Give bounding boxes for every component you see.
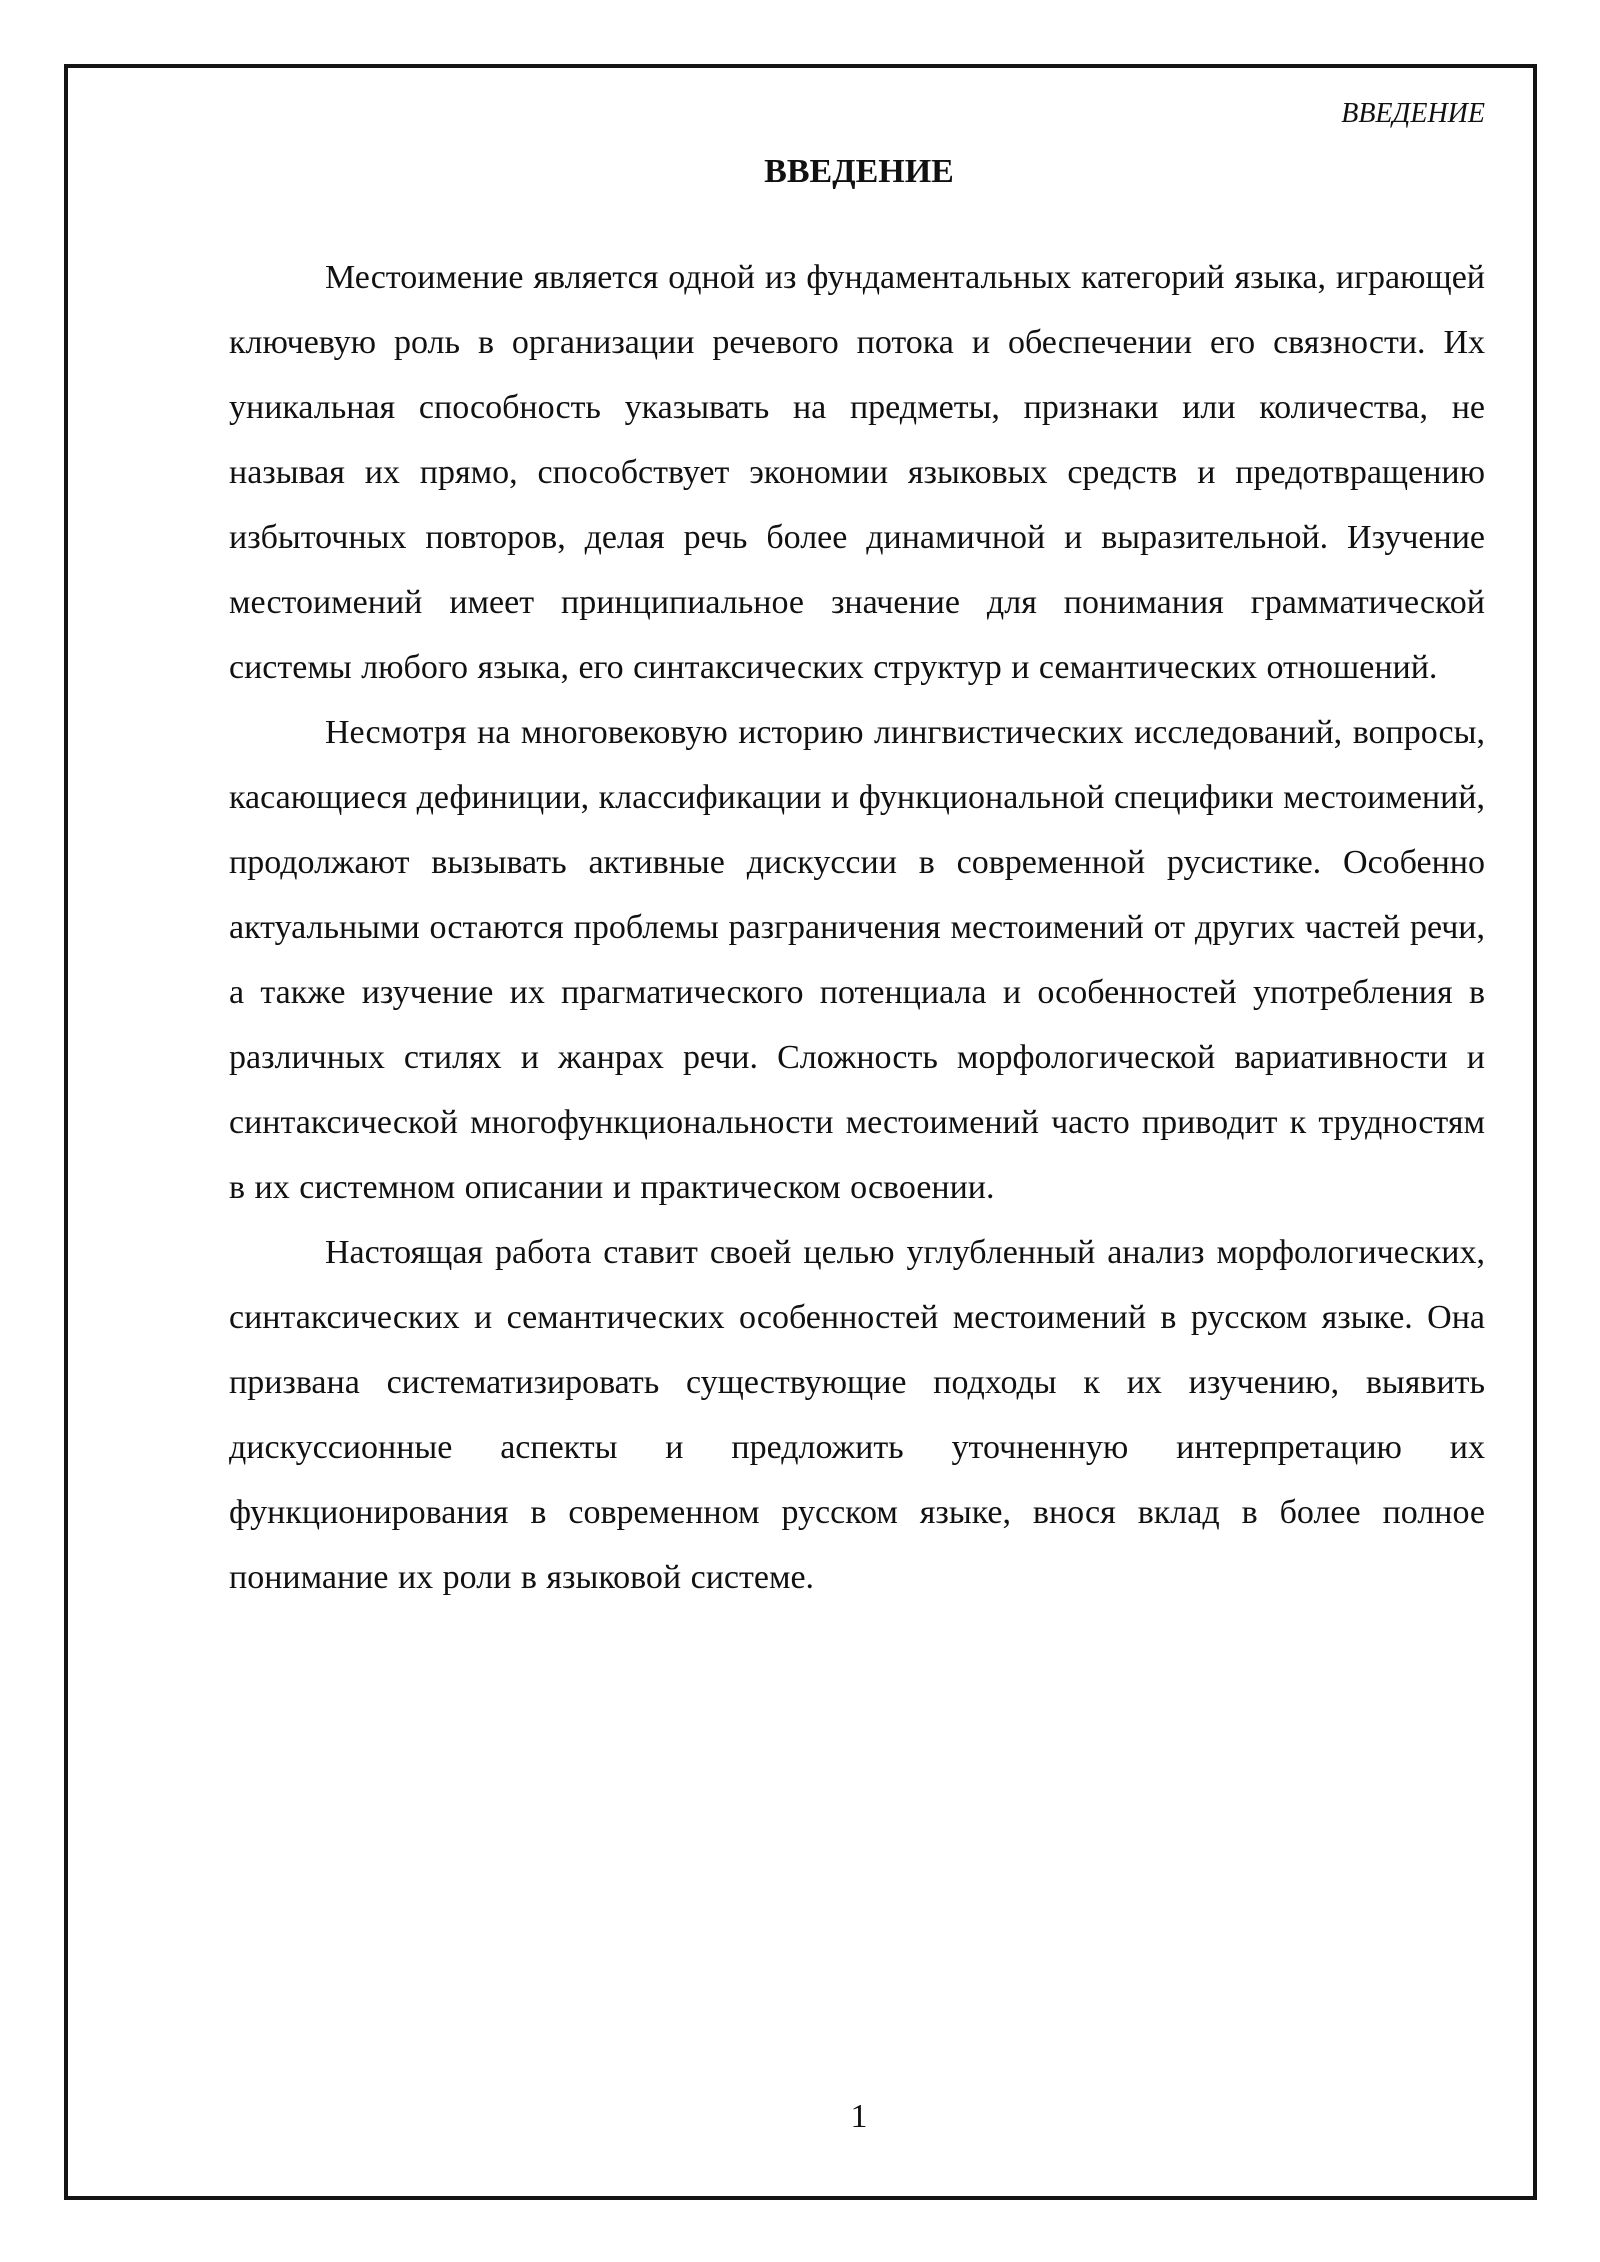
page-title: ВВЕДЕНИЕ [764,153,954,190]
page-number: 1 [850,2098,868,2135]
body-text [229,245,1485,1610]
paragraph-3: Настоящая работа ставит своей целью углубленный анализ морфологических, синтаксических и семантических особенностей местоимений в русском языке. Она призвана систематизировать существующие подходы к их изучению, выявить дискуссионные аспекты и предложить уточненную интерпретацию их функционирования в современном русском языке, внося вклад в более полное понимание их роли в языковой системе. [229,1234,1485,1596]
running-header: ВВЕДЕНИЕ [1341,98,1485,129]
paragraph-2: Несмотря на многовековую историю лингвистических исследований, вопросы, касающиеся дефиниции, классификации и функциональной специфики местоимений, продолжают вызывать активные дискуссии в современной русистике. Особенно актуальными остаются проблемы разграничения местоимений от других частей речи, а также изучение их прагматического потенциала и особенностей употребления в различных стилях и жанрах речи. Сложность морфологической вариативности и синтаксической многофункциональности местоимений часто приводит к трудностям в их системном описании и практическом освоении. [229,714,1485,1206]
paragraph-1: Местоимение является одной из фундаментальных категорий языка, играющей ключевую роль в организации речевого потока и обеспечении его связности. Их уникальная способность указывать на предметы, признаки или количества, не называя их прямо, способствует экономии языковых средств и предотвращению избыточных повторов, делая речь более динамичной и выразительной. Изучение местоимений имеет принципиальное значение для понимания грамматической системы любого языка, его синтаксических структур и семантических отношений. [229,259,1485,686]
